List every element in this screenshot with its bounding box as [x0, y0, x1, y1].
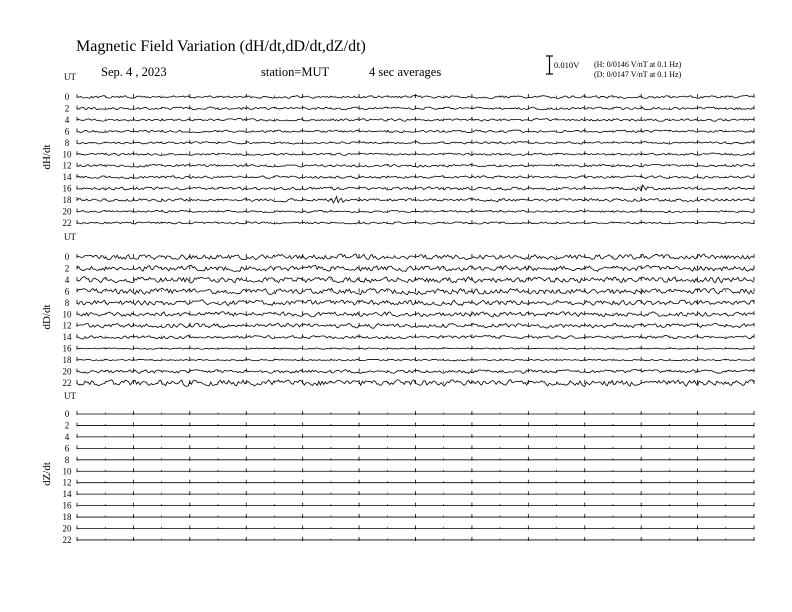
ut-axis-label: UT	[64, 232, 76, 242]
row-tick-label: 16	[62, 183, 72, 194]
row-tick-label: 22	[62, 217, 72, 228]
row-tick-label: 12	[62, 320, 72, 331]
row-tick-label: 4	[64, 431, 70, 442]
row-tick-label: 0	[64, 252, 70, 262]
row-tick-label: 6	[64, 443, 70, 454]
row-tick-label: 6	[64, 126, 70, 137]
ut-axis-label: UT	[64, 72, 76, 82]
row-tick-label: 20	[62, 366, 72, 377]
scale-h-note: (H: 0/0146 V/nT at 0.1 Hz)	[594, 60, 682, 69]
row-tick-label: 14	[62, 332, 72, 343]
row-tick-label: 12	[62, 160, 72, 171]
y-axis-label: dZ/dt	[41, 462, 53, 486]
row-tick-label: 0	[64, 409, 70, 419]
row-tick-label: 10	[62, 466, 72, 477]
row-tick-label: 14	[62, 172, 72, 183]
row-tick-label: 8	[64, 137, 70, 148]
row-tick-label: 10	[62, 309, 72, 320]
y-axis-label: dD/dt	[41, 304, 53, 330]
y-axis-label: dH/dt	[41, 144, 53, 170]
row-tick-label: 22	[62, 534, 72, 545]
row-tick-label: 18	[62, 355, 72, 366]
row-tick-label: 16	[62, 343, 72, 354]
scale-value: 0.010V	[554, 60, 580, 70]
row-tick-label: 4	[64, 114, 70, 125]
ut-axis-label: UT	[64, 391, 76, 401]
row-tick-label: 8	[64, 297, 70, 308]
row-tick-label: 2	[64, 420, 70, 431]
row-tick-label: 10	[62, 149, 72, 160]
row-tick-label: 20	[62, 206, 72, 217]
date-label: Sep. 4 , 2023	[101, 65, 167, 79]
row-tick-label: 2	[64, 263, 70, 274]
row-tick-label: 6	[64, 286, 70, 297]
row-tick-label: 20	[62, 523, 72, 534]
row-tick-label: 18	[62, 195, 72, 206]
row-tick-label: 16	[62, 500, 72, 511]
row-tick-label: 8	[64, 454, 70, 465]
row-tick-label: 18	[62, 512, 72, 523]
averaging-label: 4 sec averages	[369, 65, 442, 79]
row-tick-label: 12	[62, 477, 72, 488]
row-tick-label: 4	[64, 274, 70, 285]
row-tick-label: 0	[64, 92, 70, 102]
row-tick-label: 22	[62, 377, 72, 388]
chart-title: Magnetic Field Variation (dH/dt,dD/dt,dZ/dt)	[76, 38, 366, 55]
station-label: station=MUT	[261, 65, 330, 79]
row-tick-label: 14	[62, 489, 72, 500]
scale-d-note: (D: 0/0147 V/nT at 0.1 Hz)	[594, 70, 682, 79]
row-tick-label: 2	[64, 103, 70, 114]
